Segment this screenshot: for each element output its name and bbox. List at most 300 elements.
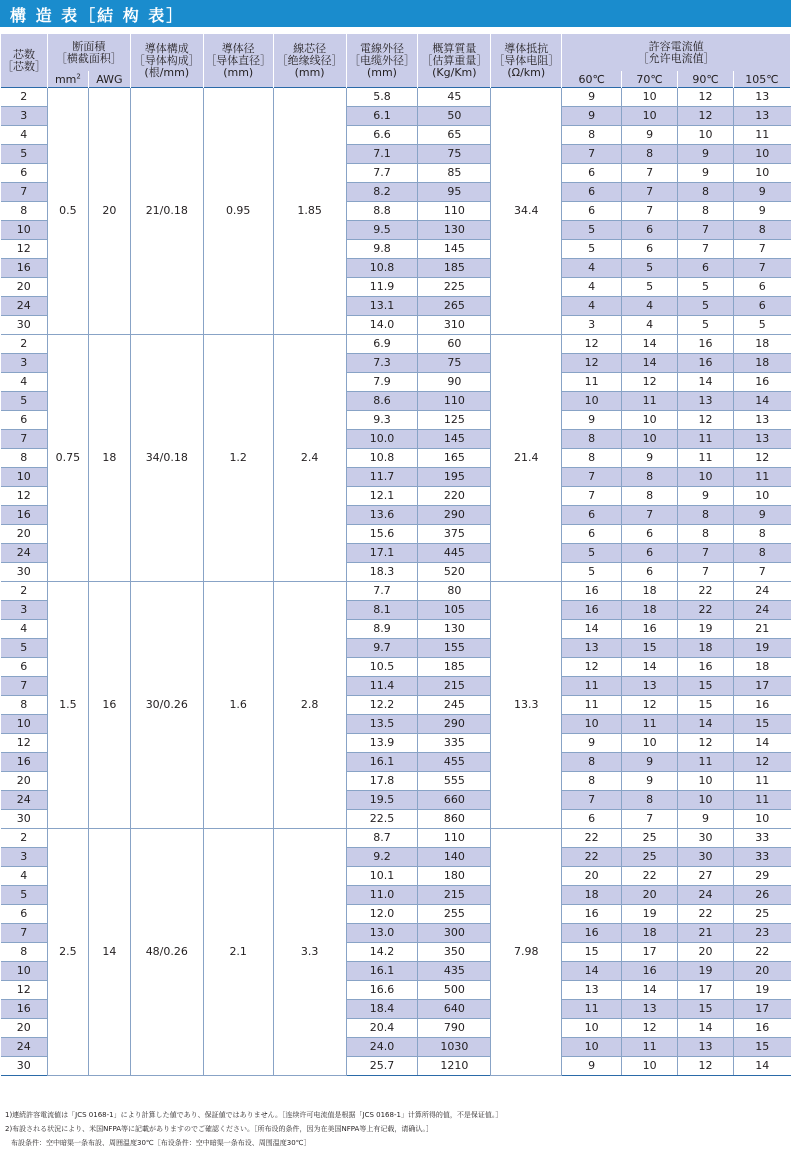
cable-spec-table (0, 33, 791, 1076)
outer-dia-cell: 8.8 (346, 202, 418, 221)
amp-60-cell: 6 (562, 164, 622, 183)
cores-cell: 30 (1, 563, 48, 582)
amp-90-cell: 7 (678, 544, 734, 563)
header-resistance-unit: (Ω/km) (507, 65, 546, 79)
amp-105-cell: 21 (733, 620, 790, 639)
amp-60-cell: 6 (562, 506, 622, 525)
conductor-dia-cell: 1.6 (203, 582, 273, 829)
header-insulation-dia-unit: (mm) (294, 65, 325, 79)
amp-60-cell: 22 (562, 848, 622, 867)
amp-105-cell: 10 (733, 145, 790, 164)
amp-60-cell: 16 (562, 905, 622, 924)
amp-60-cell: 3 (562, 316, 622, 335)
weight-cell: 225 (418, 278, 491, 297)
area-mm2-cell: 0.75 (47, 335, 88, 582)
amp-90-cell: 10 (678, 468, 734, 487)
amp-105-cell: 17 (733, 677, 790, 696)
amp-90-cell: 10 (678, 126, 734, 145)
amp-60-cell: 15 (562, 943, 622, 962)
amp-105-cell: 11 (733, 468, 790, 487)
amp-70-cell: 10 (622, 734, 678, 753)
amp-60-cell: 5 (562, 544, 622, 563)
amp-60-cell: 4 (562, 278, 622, 297)
amp-60-cell: 9 (562, 107, 622, 126)
amp-70-cell: 8 (622, 487, 678, 506)
resistance-cell: 7.98 (491, 829, 562, 1076)
amp-105-cell: 25 (733, 905, 790, 924)
cores-cell: 5 (1, 145, 48, 164)
header-temp-105: 105℃ (733, 72, 790, 88)
cores-cell: 5 (1, 639, 48, 658)
outer-dia-cell: 20.4 (346, 1019, 418, 1038)
amp-70-cell: 7 (622, 506, 678, 525)
cores-cell: 12 (1, 487, 48, 506)
outer-dia-cell: 12.0 (346, 905, 418, 924)
amp-70-cell: 12 (622, 373, 678, 392)
weight-cell: 520 (418, 563, 491, 582)
header-resistance-zh: ［导体电阻］ (493, 53, 560, 67)
cores-cell: 2 (1, 335, 48, 354)
weight-cell: 215 (418, 677, 491, 696)
weight-cell: 290 (418, 506, 491, 525)
cores-cell: 10 (1, 221, 48, 240)
amp-105-cell: 5 (733, 316, 790, 335)
conductor-dia-cell: 1.2 (203, 335, 273, 582)
amp-70-cell: 7 (622, 810, 678, 829)
amp-60-cell: 7 (562, 145, 622, 164)
amp-70-cell: 8 (622, 468, 678, 487)
amp-70-cell: 8 (622, 791, 678, 810)
weight-cell: 245 (418, 696, 491, 715)
cores-cell: 2 (1, 582, 48, 601)
amp-105-cell: 9 (733, 506, 790, 525)
weight-cell: 640 (418, 1000, 491, 1019)
header-area-mm2: $mm^2$ (47, 72, 88, 88)
page-title: 構 造 表［結 构 表］ (10, 6, 185, 25)
outer-dia-cell: 14.2 (346, 943, 418, 962)
amp-90-cell: 15 (678, 677, 734, 696)
amp-105-cell: 6 (733, 297, 790, 316)
header-conductor-config-unit: (根/mm) (144, 65, 190, 79)
weight-cell: 185 (418, 259, 491, 278)
header-conductor-config-zh: ［导体构成］ (133, 53, 200, 67)
weight-cell: 255 (418, 905, 491, 924)
outer-dia-cell: 8.7 (346, 829, 418, 848)
cores-cell: 8 (1, 943, 48, 962)
cores-cell: 12 (1, 734, 48, 753)
weight-cell: 195 (418, 468, 491, 487)
outer-dia-cell: 7.7 (346, 582, 418, 601)
header-resistance (491, 34, 562, 88)
amp-60-cell: 14 (562, 962, 622, 981)
amp-70-cell: 15 (622, 639, 678, 658)
outer-dia-cell: 18.4 (346, 1000, 418, 1019)
amp-90-cell: 10 (678, 791, 734, 810)
weight-cell: 165 (418, 449, 491, 468)
amp-60-cell: 16 (562, 582, 622, 601)
weight-cell: 445 (418, 544, 491, 563)
amp-70-cell: 10 (622, 411, 678, 430)
cores-cell: 20 (1, 1019, 48, 1038)
amp-105-cell: 16 (733, 696, 790, 715)
cores-cell: 16 (1, 259, 48, 278)
amp-70-cell: 9 (622, 753, 678, 772)
cores-cell: 16 (1, 753, 48, 772)
amp-90-cell: 14 (678, 1019, 734, 1038)
awg-cell: 16 (88, 582, 130, 829)
amp-105-cell: 13 (733, 411, 790, 430)
amp-90-cell: 8 (678, 506, 734, 525)
header-ampacity-ja: 許容電流値 (648, 39, 704, 53)
amp-105-cell: 8 (733, 525, 790, 544)
amp-70-cell: 12 (622, 696, 678, 715)
header-outer-dia (346, 34, 418, 88)
amp-70-cell: 5 (622, 278, 678, 297)
amp-60-cell: 16 (562, 601, 622, 620)
header-area-zh: ［横截面积］ (55, 51, 122, 65)
amp-105-cell: 18 (733, 354, 790, 373)
cores-cell: 10 (1, 715, 48, 734)
weight-cell: 130 (418, 221, 491, 240)
outer-dia-cell: 6.9 (346, 335, 418, 354)
header-area-ja: 断面積 (72, 39, 106, 53)
header-cores-ja: 芯数 (12, 47, 35, 61)
amp-60-cell: 5 (562, 563, 622, 582)
outer-dia-cell: 25.7 (346, 1057, 418, 1076)
amp-90-cell: 9 (678, 487, 734, 506)
header-area-awg: AWG (88, 72, 130, 88)
outer-dia-cell: 8.1 (346, 601, 418, 620)
amp-70-cell: 11 (622, 1038, 678, 1057)
amp-105-cell: 22 (733, 943, 790, 962)
amp-90-cell: 20 (678, 943, 734, 962)
outer-dia-cell: 17.1 (346, 544, 418, 563)
amp-105-cell: 14 (733, 1057, 790, 1076)
amp-60-cell: 10 (562, 392, 622, 411)
weight-cell: 555 (418, 772, 491, 791)
amp-90-cell: 16 (678, 658, 734, 677)
weight-cell: 110 (418, 392, 491, 411)
amp-60-cell: 6 (562, 810, 622, 829)
outer-dia-cell: 9.2 (346, 848, 418, 867)
cores-cell: 7 (1, 677, 48, 696)
amp-90-cell: 30 (678, 829, 734, 848)
header-insulation-dia-zh: ［绝缘线径］ (276, 53, 343, 67)
amp-60-cell: 12 (562, 335, 622, 354)
amp-105-cell: 14 (733, 734, 790, 753)
cores-cell: 20 (1, 278, 48, 297)
cores-cell: 7 (1, 430, 48, 449)
weight-cell: 75 (418, 354, 491, 373)
outer-dia-cell: 13.6 (346, 506, 418, 525)
amp-105-cell: 13 (733, 88, 790, 107)
amp-90-cell: 27 (678, 867, 734, 886)
amp-105-cell: 12 (733, 449, 790, 468)
cores-cell: 7 (1, 924, 48, 943)
weight-cell: 110 (418, 829, 491, 848)
outer-dia-cell: 13.0 (346, 924, 418, 943)
insulation-dia-cell: 3.3 (273, 829, 346, 1076)
amp-90-cell: 13 (678, 392, 734, 411)
cores-cell: 2 (1, 829, 48, 848)
title-banner (0, 0, 791, 27)
amp-105-cell: 13 (733, 107, 790, 126)
weight-cell: 860 (418, 810, 491, 829)
area-mm2-cell: 1.5 (47, 582, 88, 829)
resistance-cell: 13.3 (491, 582, 562, 829)
amp-105-cell: 10 (733, 487, 790, 506)
amp-60-cell: 16 (562, 924, 622, 943)
footnote-1: 1)連続許容電流値は「JCS 0168-1」により計算した値であり、保証値ではありません。［连续许可电流值是根据「JCS 0168-1」计算所得的值，不是保证值。］ (5, 1111, 503, 1119)
weight-cell: 85 (418, 164, 491, 183)
resistance-cell: 34.4 (491, 88, 562, 335)
amp-60-cell: 10 (562, 1038, 622, 1057)
header-conductor-dia-zh: ［导体直径］ (205, 53, 272, 67)
amp-90-cell: 12 (678, 411, 734, 430)
amp-90-cell: 9 (678, 810, 734, 829)
amp-105-cell: 17 (733, 1000, 790, 1019)
amp-105-cell: 33 (733, 848, 790, 867)
amp-105-cell: 29 (733, 867, 790, 886)
weight-cell: 75 (418, 145, 491, 164)
outer-dia-cell: 10.0 (346, 430, 418, 449)
outer-dia-cell: 11.4 (346, 677, 418, 696)
header-cores (1, 34, 48, 88)
weight-cell: 50 (418, 107, 491, 126)
outer-dia-cell: 11.9 (346, 278, 418, 297)
amp-60-cell: 7 (562, 791, 622, 810)
amp-60-cell: 10 (562, 1019, 622, 1038)
amp-105-cell: 15 (733, 715, 790, 734)
amp-70-cell: 22 (622, 867, 678, 886)
amp-105-cell: 12 (733, 753, 790, 772)
cores-cell: 8 (1, 449, 48, 468)
amp-90-cell: 11 (678, 753, 734, 772)
cores-cell: 6 (1, 905, 48, 924)
amp-70-cell: 6 (622, 221, 678, 240)
amp-90-cell: 10 (678, 772, 734, 791)
header-conductor-config-ja: 導体構成 (144, 41, 189, 55)
header-cores-zh: ［芯数］ (1, 59, 46, 73)
amp-70-cell: 10 (622, 430, 678, 449)
amp-90-cell: 12 (678, 107, 734, 126)
amp-60-cell: 11 (562, 373, 622, 392)
weight-cell: 140 (418, 848, 491, 867)
cores-cell: 7 (1, 183, 48, 202)
outer-dia-cell: 9.3 (346, 411, 418, 430)
cores-cell: 4 (1, 867, 48, 886)
resistance-cell: 21.4 (491, 335, 562, 582)
amp-105-cell: 11 (733, 772, 790, 791)
amp-105-cell: 18 (733, 335, 790, 354)
amp-105-cell: 19 (733, 981, 790, 1000)
cores-cell: 8 (1, 696, 48, 715)
amp-70-cell: 7 (622, 164, 678, 183)
outer-dia-cell: 18.3 (346, 563, 418, 582)
amp-70-cell: 18 (622, 601, 678, 620)
amp-70-cell: 20 (622, 886, 678, 905)
outer-dia-cell: 24.0 (346, 1038, 418, 1057)
weight-cell: 455 (418, 753, 491, 772)
outer-dia-cell: 10.8 (346, 259, 418, 278)
cores-cell: 3 (1, 601, 48, 620)
amp-60-cell: 12 (562, 658, 622, 677)
amp-90-cell: 22 (678, 601, 734, 620)
amp-70-cell: 10 (622, 88, 678, 107)
amp-105-cell: 10 (733, 810, 790, 829)
amp-60-cell: 8 (562, 753, 622, 772)
amp-70-cell: 19 (622, 905, 678, 924)
amp-105-cell: 7 (733, 240, 790, 259)
amp-105-cell: 8 (733, 221, 790, 240)
weight-cell: 1210 (418, 1057, 491, 1076)
header-weight-unit: (Kg/Km) (432, 65, 477, 79)
amp-70-cell: 16 (622, 962, 678, 981)
amp-105-cell: 13 (733, 430, 790, 449)
outer-dia-cell: 7.1 (346, 145, 418, 164)
conductor-config-cell: 34/0.18 (130, 335, 203, 582)
amp-60-cell: 22 (562, 829, 622, 848)
amp-70-cell: 10 (622, 107, 678, 126)
amp-90-cell: 16 (678, 335, 734, 354)
outer-dia-cell: 6.6 (346, 126, 418, 145)
outer-dia-cell: 9.7 (346, 639, 418, 658)
amp-90-cell: 8 (678, 183, 734, 202)
cores-cell: 24 (1, 791, 48, 810)
header-conductor-dia-unit: (mm) (223, 65, 254, 79)
amp-105-cell: 19 (733, 639, 790, 658)
outer-dia-cell: 13.5 (346, 715, 418, 734)
outer-dia-cell: 19.5 (346, 791, 418, 810)
amp-105-cell: 10 (733, 164, 790, 183)
amp-60-cell: 8 (562, 430, 622, 449)
header-ampacity-zh: ［允许电流值］ (637, 51, 715, 65)
cores-cell: 24 (1, 544, 48, 563)
amp-60-cell: 4 (562, 259, 622, 278)
amp-60-cell: 9 (562, 411, 622, 430)
amp-90-cell: 5 (678, 278, 734, 297)
amp-90-cell: 12 (678, 1057, 734, 1076)
amp-70-cell: 16 (622, 620, 678, 639)
header-insulation-dia-ja: 線芯径 (293, 41, 327, 55)
cores-cell: 16 (1, 506, 48, 525)
weight-cell: 310 (418, 316, 491, 335)
amp-90-cell: 9 (678, 164, 734, 183)
weight-cell: 790 (418, 1019, 491, 1038)
amp-60-cell: 6 (562, 525, 622, 544)
weight-cell: 130 (418, 620, 491, 639)
conductor-config-cell: 48/0.26 (130, 829, 203, 1076)
amp-60-cell: 10 (562, 715, 622, 734)
amp-90-cell: 18 (678, 639, 734, 658)
amp-90-cell: 5 (678, 316, 734, 335)
amp-70-cell: 6 (622, 563, 678, 582)
weight-cell: 60 (418, 335, 491, 354)
cores-cell: 2 (1, 88, 48, 107)
outer-dia-cell: 17.8 (346, 772, 418, 791)
amp-60-cell: 8 (562, 126, 622, 145)
insulation-dia-cell: 2.4 (273, 335, 346, 582)
amp-90-cell: 14 (678, 715, 734, 734)
weight-cell: 375 (418, 525, 491, 544)
weight-cell: 95 (418, 183, 491, 202)
amp-60-cell: 13 (562, 981, 622, 1000)
outer-dia-cell: 16.6 (346, 981, 418, 1000)
amp-70-cell: 25 (622, 848, 678, 867)
conductor-dia-cell: 2.1 (203, 829, 273, 1076)
weight-cell: 1030 (418, 1038, 491, 1057)
weight-cell: 265 (418, 297, 491, 316)
amp-90-cell: 13 (678, 1038, 734, 1057)
amp-70-cell: 6 (622, 525, 678, 544)
amp-90-cell: 7 (678, 240, 734, 259)
outer-dia-cell: 12.1 (346, 487, 418, 506)
amp-90-cell: 24 (678, 886, 734, 905)
amp-105-cell: 15 (733, 1038, 790, 1057)
header-temp-90: 90℃ (678, 72, 734, 88)
header-insulation-dia (273, 34, 346, 88)
amp-105-cell: 9 (733, 202, 790, 221)
header-area-mm2-sup: 2 (76, 71, 81, 80)
header-ampacity (562, 34, 791, 72)
outer-dia-cell: 13.9 (346, 734, 418, 753)
amp-60-cell: 12 (562, 354, 622, 373)
header-conductor-config (130, 34, 203, 88)
amp-90-cell: 9 (678, 145, 734, 164)
amp-105-cell: 16 (733, 1019, 790, 1038)
header-temp-70: 70℃ (622, 72, 678, 88)
amp-105-cell: 7 (733, 259, 790, 278)
cores-cell: 4 (1, 373, 48, 392)
weight-cell: 80 (418, 582, 491, 601)
cores-cell: 3 (1, 848, 48, 867)
outer-dia-cell: 8.9 (346, 620, 418, 639)
amp-90-cell: 11 (678, 430, 734, 449)
amp-70-cell: 14 (622, 981, 678, 1000)
outer-dia-cell: 9.5 (346, 221, 418, 240)
amp-105-cell: 16 (733, 373, 790, 392)
amp-90-cell: 8 (678, 525, 734, 544)
cores-cell: 30 (1, 810, 48, 829)
weight-cell: 350 (418, 943, 491, 962)
amp-60-cell: 8 (562, 772, 622, 791)
amp-60-cell: 7 (562, 487, 622, 506)
amp-70-cell: 8 (622, 145, 678, 164)
amp-70-cell: 11 (622, 392, 678, 411)
amp-90-cell: 17 (678, 981, 734, 1000)
cores-cell: 5 (1, 886, 48, 905)
conductor-dia-cell: 0.95 (203, 88, 273, 335)
amp-70-cell: 13 (622, 677, 678, 696)
cores-cell: 6 (1, 658, 48, 677)
amp-70-cell: 7 (622, 202, 678, 221)
cores-cell: 30 (1, 316, 48, 335)
table-body (1, 88, 791, 1076)
amp-70-cell: 12 (622, 1019, 678, 1038)
amp-90-cell: 7 (678, 221, 734, 240)
weight-cell: 435 (418, 962, 491, 981)
amp-105-cell: 24 (733, 601, 790, 620)
amp-60-cell: 9 (562, 1057, 622, 1076)
footnote-2: 2)布設される状況により、米国NFPA等に記載がありますのでご確認ください。［所布设的条件，因为在美国NFPA等上有记载，请确认。］ (5, 1125, 433, 1133)
weight-cell: 90 (418, 373, 491, 392)
conductor-config-cell: 30/0.26 (130, 582, 203, 829)
weight-cell: 185 (418, 658, 491, 677)
amp-105-cell: 7 (733, 563, 790, 582)
amp-90-cell: 15 (678, 696, 734, 715)
amp-90-cell: 6 (678, 259, 734, 278)
amp-60-cell: 4 (562, 297, 622, 316)
